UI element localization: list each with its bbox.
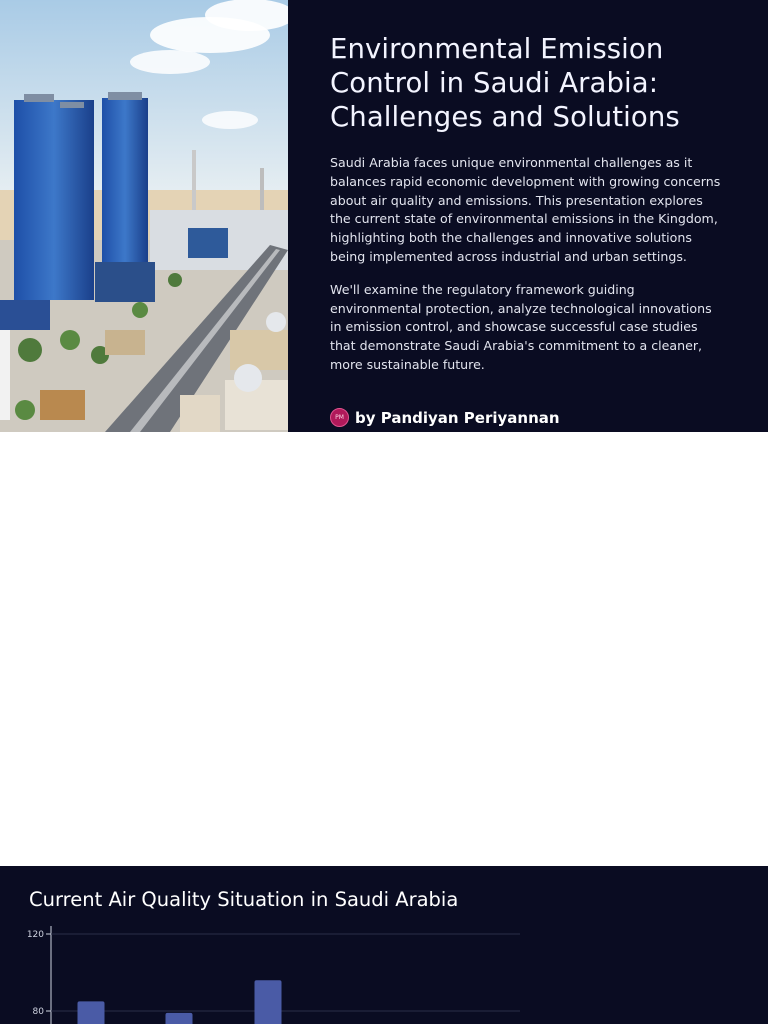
tick-label-120: 120 [26, 930, 44, 940]
industrial-city-image [0, 0, 288, 432]
intro-paragraph-1: Saudi Arabia faces unique environmental challenges as it balances rapid economic development with growing concerns about air quality and emissions. This presentation explores the current state of environmental emissions in the Kingdom, highlighting both the challenges and innovative solutions being implemented across industrial and urban settings. [330, 155, 721, 264]
author-row [330, 408, 560, 427]
air-quality-title: Current Air Quality Situation in Saudi Arabia [29, 888, 459, 911]
slide-title: Environmental Emission Control in Saudi Arabia: Challenges and Solutions [330, 33, 680, 133]
title-slide [0, 0, 768, 432]
tick-label-80: 80 [32, 1007, 44, 1017]
air-quality-slide [0, 866, 768, 1024]
industrial-city-illustration [0, 0, 288, 432]
bars [78, 980, 282, 1024]
avatar: PM [330, 408, 349, 427]
intro-paragraph-2: We'll examine the regulatory framework guiding environmental protection, analyze technological innovations in emission control, and showcase successful case studies that demonstrate Saudi Arabia's commitment to a cleaner, more sustainable future. [330, 281, 712, 372]
bar-C [255, 980, 282, 1024]
air-quality-bar-chart [0, 926, 540, 1024]
title-slide-content [330, 32, 725, 389]
author-name: by Pandiyan Periyannan [355, 408, 560, 427]
bar-B [166, 1013, 193, 1024]
bar-A [78, 1001, 105, 1024]
